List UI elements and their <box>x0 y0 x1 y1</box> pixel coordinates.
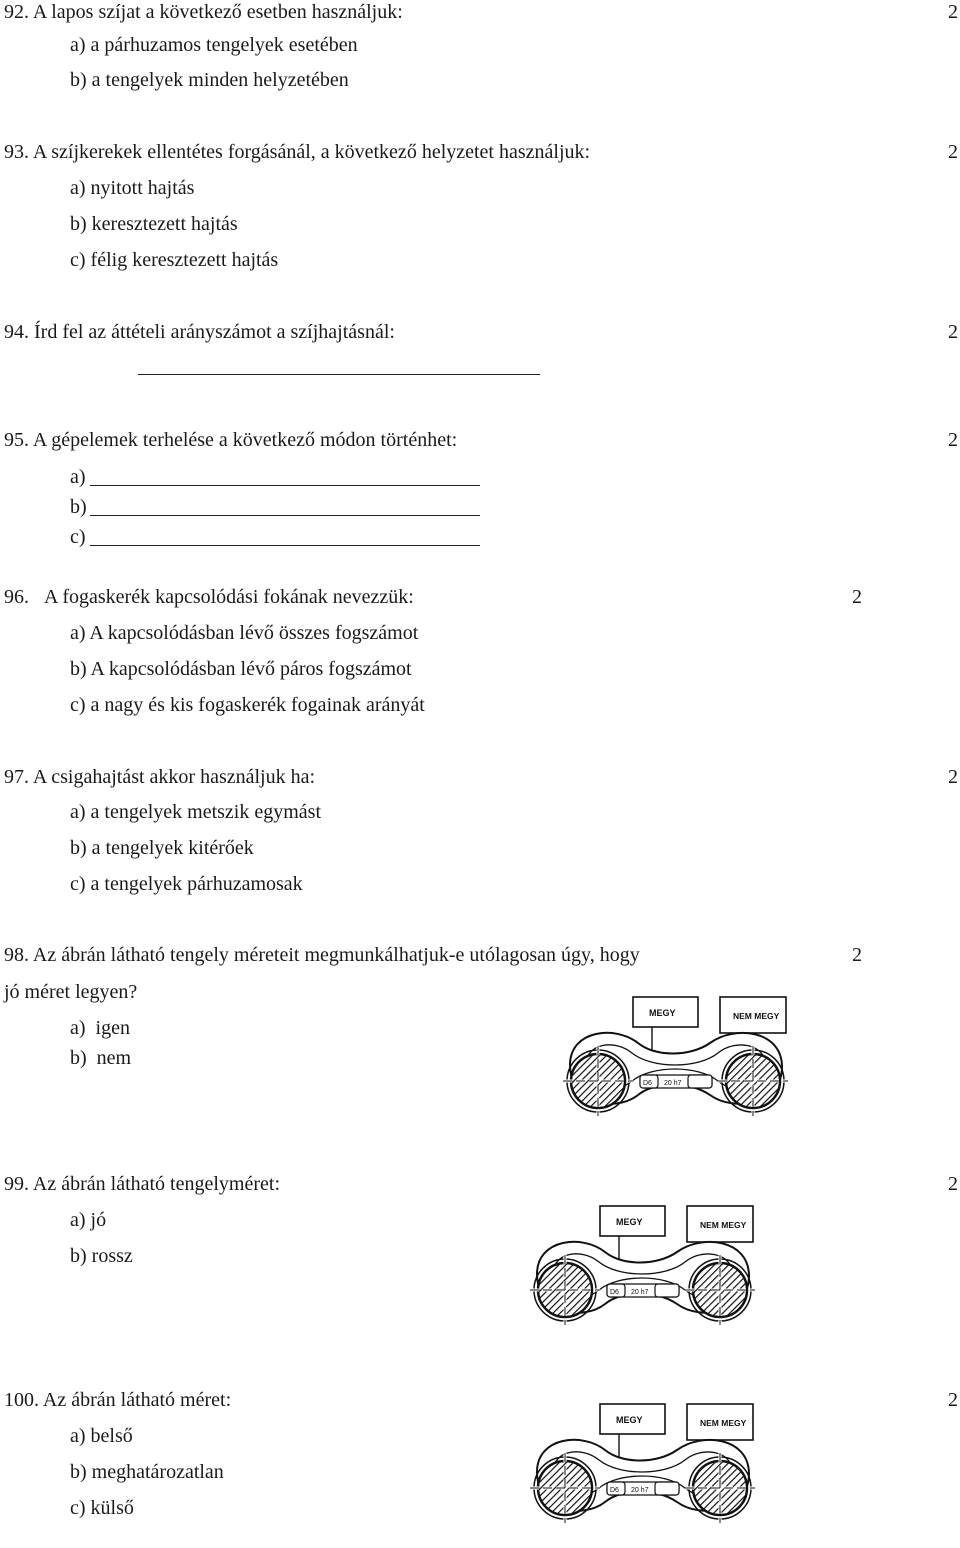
q97-option-c[interactable]: c) a tengelyek párhuzamosak <box>70 873 303 895</box>
q92-text: 92. A lapos szíjat a következő esetben használjuk: <box>4 1 403 23</box>
svg-text:NEM MEGY: NEM MEGY <box>700 1220 747 1230</box>
q97-option-a[interactable]: a) a tengelyek metszik egymást <box>70 801 322 823</box>
q94-points: 2 <box>948 321 958 343</box>
q97-option-b[interactable]: b) a tengelyek kitérőek <box>70 837 254 859</box>
q95-option-b-label: b) <box>70 496 87 518</box>
q99-text: 99. Az ábrán látható tengelyméret: <box>4 1173 281 1195</box>
gauge-diagram <box>527 1204 757 1350</box>
q96-points: 2 <box>852 586 862 608</box>
q95-answer-line-c[interactable] <box>90 545 480 546</box>
q93-text: 93. A szíjkerekek ellentétes forgásánál, a következő helyzetet használjuk: <box>4 141 591 163</box>
q95-answer-line-a[interactable] <box>90 485 480 486</box>
q93-option-c[interactable]: c) félig keresztezett hajtás <box>70 249 279 271</box>
q92-points: 2 <box>948 1 958 23</box>
svg-text:MEGY: MEGY <box>649 1008 676 1018</box>
q96-text: A fogaskerék kapcsolódási fokának nevezzük: <box>44 586 414 608</box>
q100-option-b[interactable]: b) meghatározatlan <box>70 1461 224 1483</box>
q100-option-a[interactable]: a) belső <box>70 1425 133 1447</box>
svg-text:MEGY: MEGY <box>616 1415 643 1425</box>
svg-text:D6: D6 <box>610 1289 619 1296</box>
q98-points: 2 <box>852 944 862 966</box>
q99-option-a[interactable]: a) jó <box>70 1209 107 1231</box>
svg-text:20 h7: 20 h7 <box>664 1080 682 1087</box>
gauge-diagram <box>560 995 790 1141</box>
q100-text: 100. Az ábrán látható méret: <box>4 1389 232 1411</box>
q92-option-a[interactable]: a) a párhuzamos tengelyek esetében <box>70 34 358 56</box>
q96-option-a[interactable]: a) A kapcsolódásban lévő összes fogszámot <box>70 622 419 644</box>
q98-text-continued: jó méret legyen? <box>4 981 138 1003</box>
q93-points: 2 <box>948 141 958 163</box>
q95-answer-line-b[interactable] <box>90 515 480 516</box>
q99-points: 2 <box>948 1173 958 1195</box>
q98-option-a[interactable]: a) igen <box>70 1017 130 1039</box>
q100-points: 2 <box>948 1389 958 1411</box>
q100-option-c[interactable]: c) külső <box>70 1497 134 1519</box>
q97-text: 97. A csigahajtást akkor használjuk ha: <box>4 766 316 788</box>
svg-text:MEGY: MEGY <box>616 1217 643 1227</box>
q95-option-c-label: c) <box>70 526 86 548</box>
q95-option-a-label: a) <box>70 466 86 488</box>
svg-text:NEM MEGY: NEM MEGY <box>733 1011 780 1021</box>
q98-text: 98. Az ábrán látható tengely méreteit megmunkálhatjuk-e utólagosan úgy, hogy <box>4 944 640 966</box>
svg-text:NEM MEGY: NEM MEGY <box>700 1418 747 1428</box>
q95-text: 95. A gépelemek terhelése a következő módon történhet: <box>4 429 458 451</box>
svg-text:D6: D6 <box>643 1080 652 1087</box>
q93-option-b[interactable]: b) keresztezett hajtás <box>70 213 238 235</box>
gauge-diagram <box>527 1402 757 1548</box>
q96-number: 96. <box>4 586 29 608</box>
q95-points: 2 <box>948 429 958 451</box>
q98-option-b[interactable]: b) nem <box>70 1047 132 1069</box>
q96-option-c[interactable]: c) a nagy és kis fogaskerék fogainak arányát <box>70 694 425 716</box>
q94-answer-line[interactable] <box>138 374 540 375</box>
q93-option-a[interactable]: a) nyitott hajtás <box>70 177 195 199</box>
q99-option-b[interactable]: b) rossz <box>70 1245 133 1267</box>
svg-text:20 h7: 20 h7 <box>631 1487 649 1494</box>
q94-text: 94. Írd fel az áttételi arányszámot a szíjhajtásnál: <box>4 321 395 343</box>
q97-points: 2 <box>948 766 958 788</box>
svg-text:20 h7: 20 h7 <box>631 1289 649 1296</box>
q96-option-b[interactable]: b) A kapcsolódásban lévő páros fogszámot <box>70 658 412 680</box>
q92-option-b[interactable]: b) a tengelyek minden helyzetében <box>70 69 349 91</box>
svg-text:D6: D6 <box>610 1487 619 1494</box>
